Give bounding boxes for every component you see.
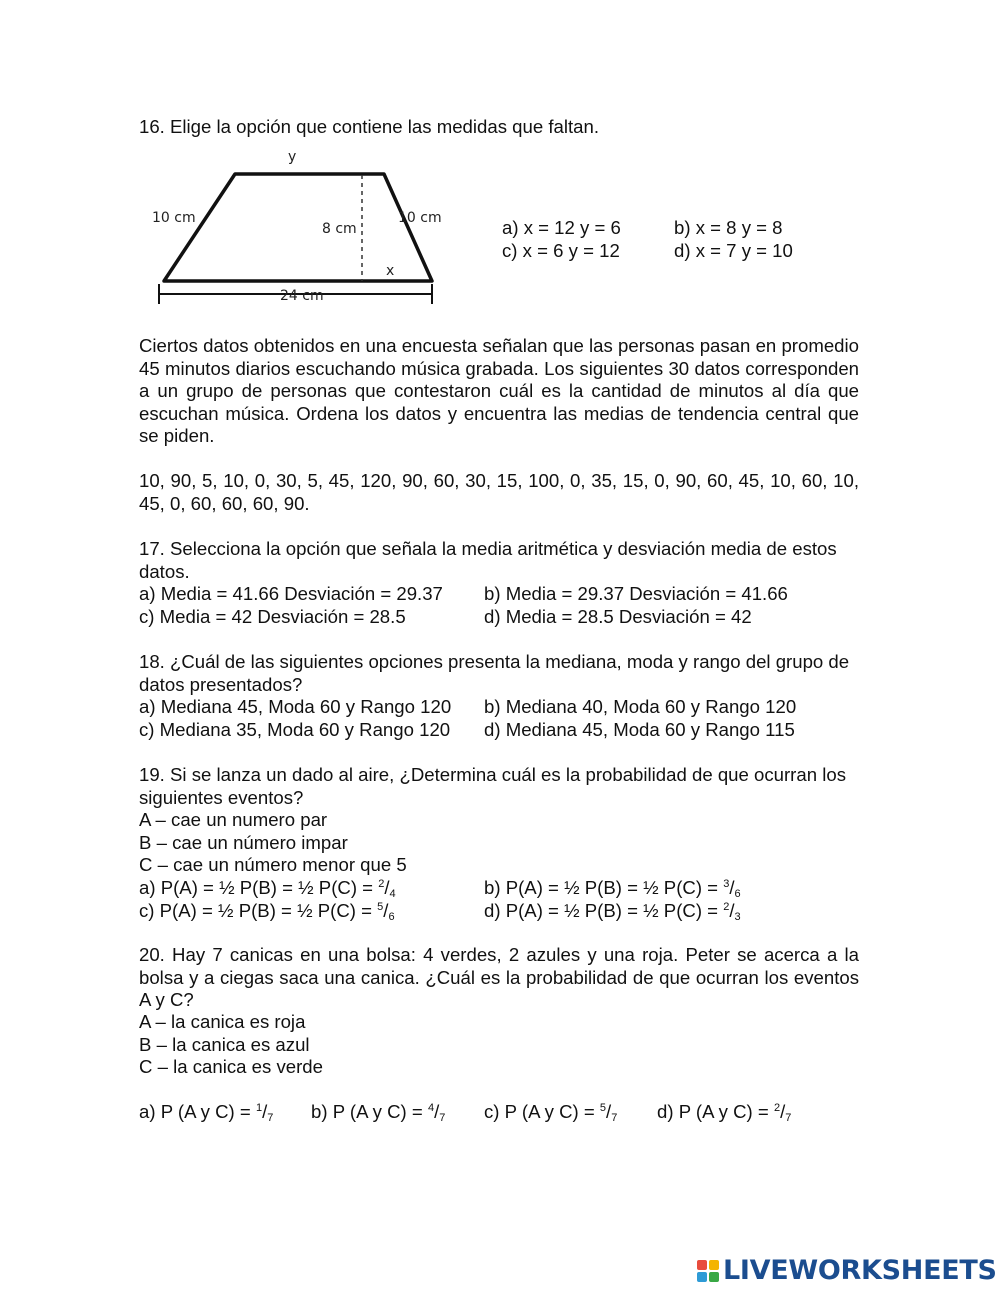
label-left-side: 10 cm: [152, 210, 196, 226]
q19-events: [139, 809, 859, 877]
logo-square-v: [697, 1272, 707, 1282]
label-x: x: [386, 263, 395, 279]
q20-question: 20. Hay 7 canicas en una bolsa: 4 verdes, 2 azules y una roja. Peter se acerca a la bolsa y a ciegas saca una canica. ¿Cuál es la probabilidad de que ocurran los eventos A y C?: [139, 944, 859, 1011]
logo-square-e: [709, 1272, 719, 1282]
q19-options: [139, 877, 859, 922]
q20-option-c[interactable]: c) P (A y $C) = ^5/_7$: [484, 1101, 618, 1124]
logo-square-i: [709, 1260, 719, 1270]
trapezoid-figure: [148, 147, 448, 307]
q16-option-a[interactable]: a) x = 12 y = 6: [502, 217, 621, 238]
q17-option-a[interactable]: a) Media = 41.66 Desviación = 29.37: [139, 583, 443, 604]
label-height: 8 cm: [322, 221, 357, 237]
q20-event-b: B – la canica es azul: [139, 1033, 310, 1055]
q17-options: [139, 583, 859, 628]
q18-options: [139, 696, 859, 741]
q17-option-c[interactable]: c) Media = 42 Desviación = 28.5: [139, 605, 406, 627]
q19-event-c: C – cae un número menor que 5: [139, 854, 407, 876]
q16-options: [502, 217, 862, 262]
q19-option-d[interactable]: d) P(A) = ½ P(B) = ½ $P(C) = ^2/_3$: [484, 899, 741, 923]
liveworksheets-logo-icon: [697, 1260, 719, 1282]
q16-option-c[interactable]: c) x = 6 y = 12: [502, 239, 620, 261]
label-right-side: 10 cm: [398, 210, 442, 226]
q16-question: 16. Elige la opción que contiene las medidas que faltan.: [139, 116, 599, 137]
q19-event-b: B – cae un número impar: [139, 831, 348, 853]
q18-option-a[interactable]: a) Mediana 45, Moda 60 y Rango 120: [139, 696, 452, 717]
q16-option-b[interactable]: b) x = 8 y = 8: [674, 217, 783, 238]
logo-text: LIVEWORKSHEETS: [723, 1254, 997, 1286]
q19-option-a[interactable]: a) P(A) = ½ P(B) = ½ $P(C) = ^2/_4$: [139, 877, 396, 900]
q17-option-b[interactable]: b) Media = 29.37 Desviación = 41.66: [484, 583, 788, 604]
q20-option-d[interactable]: d) P (A y $C) = ^2/_7$: [657, 1101, 792, 1124]
label-base: 24 cm: [280, 288, 324, 304]
q18-option-d[interactable]: d) Mediana 45, Moda 60 y Rango 115: [484, 718, 795, 740]
q18-option-b[interactable]: b) Mediana 40, Moda 60 y Rango 120: [484, 696, 797, 717]
q20-options: [139, 1101, 859, 1124]
label-y: y: [288, 149, 297, 165]
q19-option-c[interactable]: c) P(A) = ½ P(B) = ½ $P(C) = ^5/_6$: [139, 899, 395, 923]
q17-question: 17. Selecciona la opción que señala la media aritmética y desviación media de estos datos.: [139, 538, 837, 582]
data-list: 10, 90, 5, 10, 0, 30, 5, 45, 120, 90, 60, 30, 15, 100, 0, 35, 15, 0, 90, 60, 45, 10, 60, 10, 45, 0, 60, 60, 60, 90.: [139, 470, 859, 514]
q18-question: 18. ¿Cuál de las siguientes opciones presenta la mediana, moda y rango del grupo de datos presentados?: [139, 651, 850, 695]
q20-events: [139, 1011, 859, 1079]
liveworksheets-logo[interactable]: [697, 1255, 997, 1287]
logo-square-l: [697, 1260, 707, 1270]
q16-option-d[interactable]: d) x = 7 y = 10: [674, 239, 793, 261]
q18-option-c[interactable]: c) Mediana 35, Moda 60 y Rango 120: [139, 718, 451, 740]
q17-option-d[interactable]: d) Media = 28.5 Desviación = 42: [484, 605, 752, 627]
q19-event-a: A – cae un numero par: [139, 809, 328, 830]
q19-question: 19. Si se lanza un dado al aire, ¿Determina cuál es la probabilidad de que ocurran los siguientes eventos?: [139, 764, 846, 808]
q20-event-a: A – la canica es roja: [139, 1011, 306, 1032]
q20-event-c: C – la canica es verde: [139, 1056, 323, 1078]
q19-option-b[interactable]: b) P(A) = ½ P(B) = ½ $P(C) = ^3/_6$: [484, 877, 741, 900]
q20-option-a[interactable]: a) P (A y $C) = ^1/_7$: [139, 1101, 274, 1124]
intro-paragraph: Ciertos datos obtenidos en una encuesta señalan que las personas pasan en promedio 45 minutos diarios escuchando música grabada. Los siguientes 30 datos corresponden a un grupo de personas que contestaron cuál es la cantidad de minutos al día que escuchan música. Ordena los datos y encuentra las medias de tendencia central que se piden.: [139, 335, 859, 447]
q20-option-b[interactable]: b) P (A y $C) = ^4/_7$: [311, 1101, 446, 1124]
